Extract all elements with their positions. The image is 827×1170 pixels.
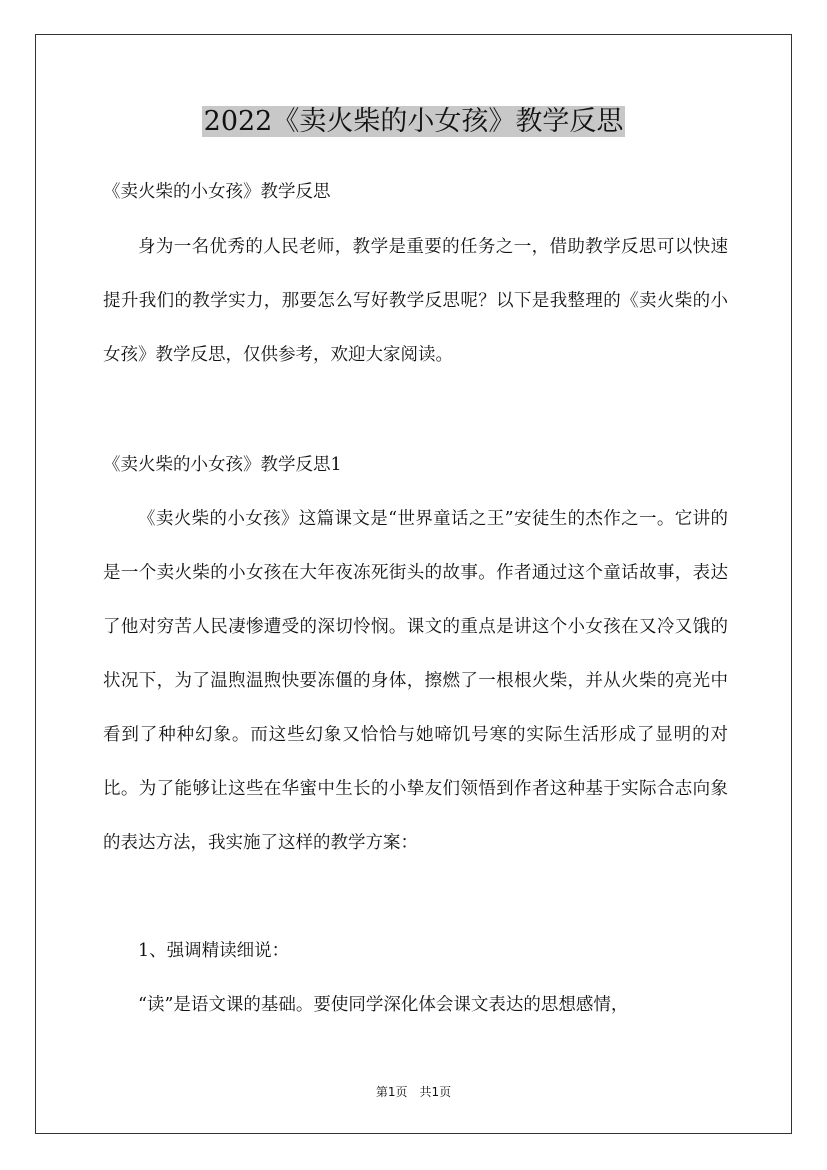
section-1-heading: 《卖火柴的小女孩》教学反思1 [103,455,342,475]
point-1-heading: 1、强调精读细说： [138,941,290,961]
subheading: 《卖火柴的小女孩》教学反思 [103,182,331,202]
section-1-body: 《卖火柴的小女孩》这篇课文是“世界童话之王”安徒生的杰作之一。它讲的是一个卖火柴的小女孩在大年夜冻死街头的故事。作者通过这个童话故事，表达了他对穷苦人民凄惨遭受的深切怜悯。课文的重点是讲这个小女孩在又冷又饿的状况下，为了温煦温煦快要冻僵的身体，擦燃了一根根火柴，并从火柴的亮光中看到了种种幻象。而这些幻象又恰恰与她啼饥号寒的实际生活形成了显明的对比。为了能够让这些在华蜜中生长的小挚友们领悟到作者这种基于实际合志向象的表达方法，我实施了这样的教学方案： [103,509,728,853]
point-1-body: “读”是语文课的基础。要使同学深化体会课文表达的思想感情， [138,995,629,1015]
page-footer: 第1页 共1页 [375,1085,452,1099]
document-title: 2022《卖火柴的小女孩》教学反思 [203,106,624,137]
intro-paragraph: 身为一名优秀的人民老师，教学是重要的任务之一，借助教学反思可以快速提升我们的教学实力，那要怎么写好教学反思呢？以下是我整理的《卖火柴的小女孩》教学反思，仅供参考，欢迎大家阅读。 [103,237,728,365]
